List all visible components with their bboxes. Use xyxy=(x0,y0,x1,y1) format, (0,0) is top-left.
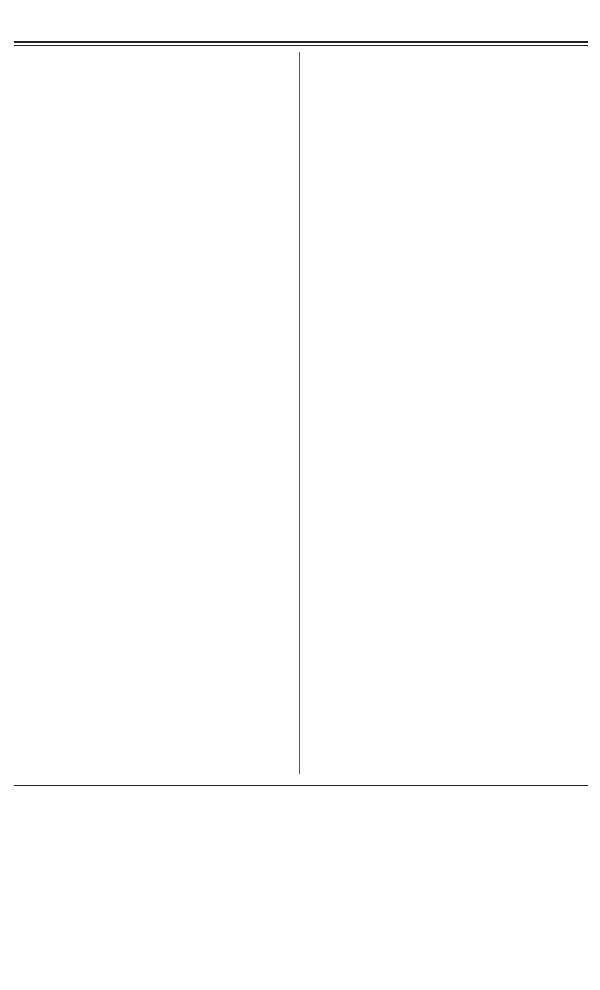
header-rule xyxy=(14,41,588,43)
column-divider xyxy=(299,52,300,774)
header-rule-thin xyxy=(14,45,588,46)
footnote-rule xyxy=(14,785,588,786)
